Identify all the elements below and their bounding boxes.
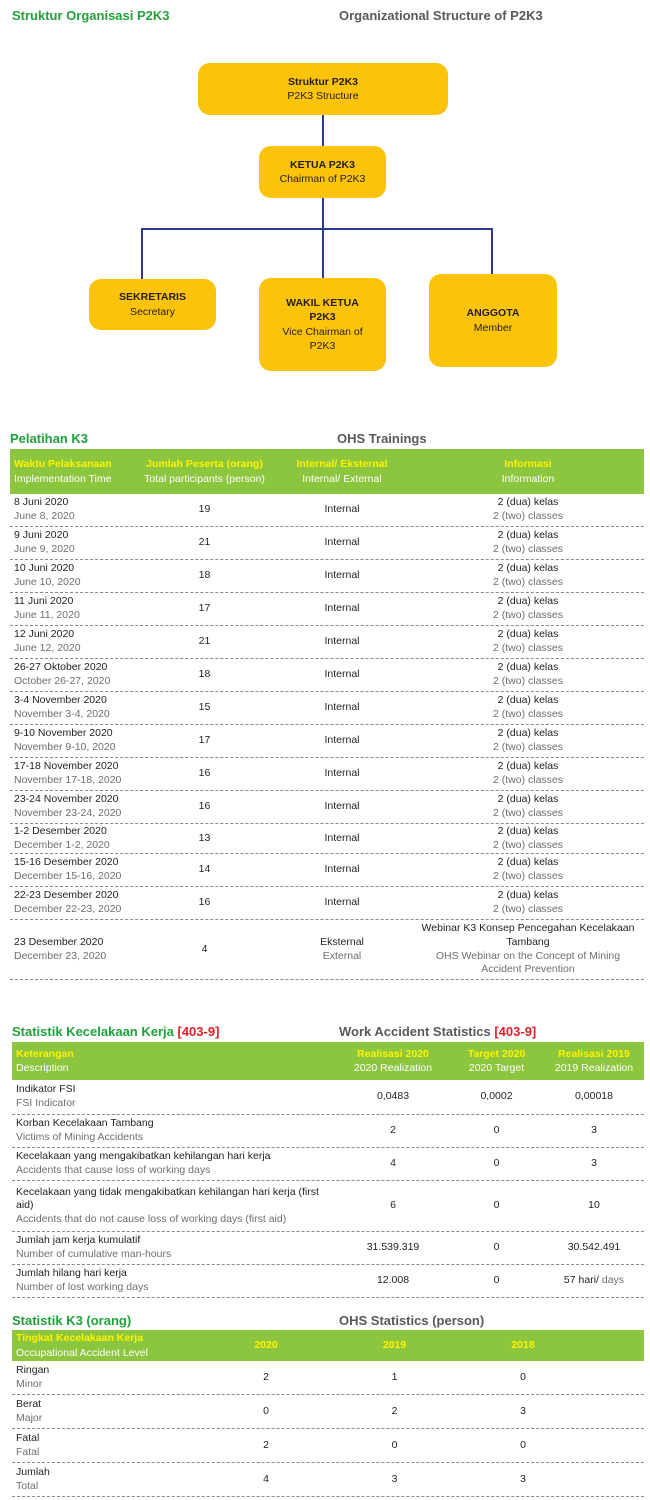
table-row (12, 1080, 644, 1115)
level-cell (12, 1432, 202, 1459)
realization-2020-cell: 0,0483 (376, 1090, 410, 1103)
table-row (12, 1395, 644, 1429)
connector-line (322, 196, 324, 278)
date-en: November 9-10, 2020 (14, 741, 116, 753)
accident-rows (12, 1080, 644, 1298)
info-en: 2 (two) classes (492, 642, 564, 654)
type-id: Internal (324, 831, 360, 844)
table-row (10, 626, 644, 659)
participants-cell: 21 (198, 635, 211, 648)
year-value-cell: 0 (520, 1438, 526, 1451)
info-id: 2 (dua) kelas (497, 856, 559, 869)
type-cell (272, 569, 412, 583)
realization-2019-value: 30.542.491 (567, 1241, 621, 1254)
accident-title-id (12, 1024, 219, 1039)
date-en: November 3-4, 2020 (14, 708, 110, 720)
col-header-en: Total participants (person) (144, 472, 265, 485)
info-en: 2 (two) classes (492, 741, 564, 753)
participants-cell: 13 (198, 831, 211, 844)
type-id: Internal (324, 635, 360, 648)
col-header-id: Realisasi 2019 (558, 1047, 630, 1060)
org-chart-section (0, 0, 650, 400)
table-row (10, 824, 644, 854)
date-en: December 1-2, 2020 (14, 838, 110, 851)
org-node-secretary (89, 279, 216, 330)
date-id: 1-2 Desember 2020 (14, 824, 107, 837)
description-cell (12, 1083, 337, 1110)
table-row (10, 791, 644, 824)
type-id: Internal (324, 668, 360, 681)
org-node-label-en: Chairman of P2K3 (279, 173, 366, 185)
org-node-member (429, 274, 557, 367)
date-id: 8 Juni 2020 (14, 496, 69, 509)
ohs-stats-title-id: Statistik K3 (orang) (12, 1313, 132, 1328)
col-header-en: Occupational Accident Level (16, 1346, 148, 1359)
info-en: 2 (two) classes (492, 609, 564, 621)
training-rows (10, 494, 644, 980)
col-header-year: 2020 (254, 1339, 278, 1352)
target-2020-cell: 0 (493, 1241, 500, 1254)
date-en: December 23, 2020 (14, 949, 107, 962)
ohs-stats-table (12, 1330, 644, 1497)
realization-2019-cell (544, 1157, 644, 1171)
level-id: Jumlah (16, 1465, 50, 1478)
level-en: Total (16, 1479, 39, 1492)
info-en: 2 (two) classes (492, 576, 564, 588)
realization-2019-unit-en: days (601, 1274, 625, 1287)
org-node-label-id: KETUA P2K3 (290, 158, 355, 171)
table-row (10, 527, 644, 560)
table-row (10, 887, 644, 920)
info-en: 2 (two) classes (492, 807, 564, 819)
date-id: 9-10 November 2020 (14, 727, 113, 740)
table-row (10, 692, 644, 725)
year-value-cell: 2 (391, 1404, 398, 1417)
date-en: June 11, 2020 (14, 609, 80, 621)
col-header-id: Keterangan (16, 1047, 74, 1060)
info-cell (412, 496, 644, 523)
participants-cell: 17 (198, 734, 211, 747)
description-en: Number of cumulative man-hours (16, 1248, 172, 1260)
date-cell (10, 628, 137, 655)
date-id: 23 Desember 2020 (14, 935, 104, 948)
level-cell (12, 1466, 202, 1493)
type-cell (272, 863, 412, 877)
org-node-label-en: Secretary (130, 305, 175, 318)
year-value-cell: 3 (520, 1404, 526, 1417)
date-en: November 23-24, 2020 (14, 807, 122, 819)
type-id: Internal (324, 734, 360, 747)
org-node-label-en: Member (473, 321, 513, 334)
date-id: 12 Juni 2020 (14, 628, 75, 641)
level-en: Major (16, 1411, 43, 1424)
description-en: Victims of Mining Accidents (16, 1131, 144, 1143)
date-en: June 12, 2020 (14, 642, 81, 654)
level-en: Minor (16, 1377, 43, 1390)
info-id: 2 (dua) kelas (497, 727, 559, 740)
accident-table-header (12, 1042, 644, 1080)
year-value-cell: 2 (263, 1370, 269, 1383)
year-value-cell: 2 (263, 1438, 269, 1451)
description-en: Accidents that do not cause loss of working days (first aid) (16, 1212, 287, 1225)
target-2020-cell: 0 (493, 1124, 500, 1137)
col-header-id: Tingkat Kecelakaan Kerja (16, 1332, 144, 1345)
target-2020-cell: 0 (493, 1199, 500, 1212)
info-en: 2 (two) classes (492, 543, 564, 555)
level-id: Fatal (16, 1431, 40, 1444)
info-en: 2 (two) classes (492, 510, 564, 522)
date-en: November 17-18, 2020 (14, 774, 122, 786)
info-id: 2 (dua) kelas (497, 661, 559, 674)
org-node-chairman (259, 146, 386, 198)
ohs-stats-rows (12, 1361, 644, 1497)
info-id: 2 (dua) kelas (497, 562, 559, 575)
year-value-cell: 3 (391, 1472, 398, 1485)
date-id: 15-16 Desember 2020 (14, 856, 119, 869)
description-id: Kecelakaan yang tidak mengakibatkan kehilangan hari kerja (first aid) (16, 1185, 319, 1212)
description-cell (12, 1267, 337, 1294)
org-title-id: Struktur Organisasi P2K3 (12, 8, 170, 23)
type-cell (272, 635, 412, 649)
type-cell (272, 936, 412, 963)
type-cell (272, 734, 412, 748)
description-id: Jumlah hilang hari kerja (16, 1267, 127, 1280)
date-id: 22-23 Desember 2020 (14, 889, 119, 902)
info-en: 2 (two) classes (492, 675, 564, 687)
participants-cell: 19 (198, 503, 211, 516)
type-cell (272, 602, 412, 616)
realization-2019-value: 3 (591, 1157, 597, 1170)
participants-cell: 18 (198, 668, 211, 681)
col-header-id: Target 2020 (467, 1047, 526, 1060)
year-value-cell: 4 (263, 1472, 269, 1485)
level-id: Ringan (16, 1363, 50, 1376)
type-cell (272, 832, 412, 846)
description-cell (12, 1117, 337, 1144)
ohs-stats-table-header (12, 1330, 644, 1361)
level-cell (12, 1364, 202, 1391)
org-node-label-id: SEKRETARIS (119, 291, 186, 304)
description-en: FSI Indicator (16, 1097, 76, 1109)
info-cell (412, 825, 644, 852)
year-value-cell: 0 (520, 1370, 526, 1383)
description-cell (12, 1186, 337, 1227)
info-cell (412, 694, 644, 721)
description-cell (12, 1150, 337, 1177)
table-row (10, 854, 644, 887)
type-cell (272, 800, 412, 814)
type-id: Internal (324, 767, 360, 780)
realization-2019-value: 57 hari/ (563, 1274, 599, 1287)
type-id: Internal (324, 569, 360, 582)
realization-2019-cell (544, 1274, 644, 1288)
accident-title-en-text: Work Accident Statistics (339, 1024, 491, 1039)
col-header-year: 2019 (382, 1339, 407, 1352)
type-cell (272, 896, 412, 910)
date-id: 10 Juni 2020 (14, 562, 75, 575)
type-id: Internal (324, 536, 360, 549)
connector-line (141, 228, 493, 230)
info-id: 2 (dua) kelas (497, 496, 559, 509)
realization-2020-cell: 6 (390, 1199, 396, 1212)
type-cell (272, 701, 412, 715)
date-en: June 9, 2020 (14, 543, 75, 555)
realization-2019-cell (544, 1241, 644, 1255)
table-row (12, 1232, 644, 1265)
accident-title-en (339, 1024, 536, 1039)
participants-cell: 16 (198, 767, 211, 780)
col-header-id: Realisasi 2020 (357, 1047, 429, 1060)
col-header-id: Internal/ Eksternal (296, 458, 388, 471)
date-id: 3-4 November 2020 (14, 694, 107, 707)
info-cell (412, 793, 644, 820)
date-en: December 22-23, 2020 (14, 903, 122, 915)
date-cell (10, 856, 137, 883)
date-en: October 26-27, 2020 (14, 675, 111, 687)
participants-cell: 21 (198, 536, 211, 549)
date-cell (10, 889, 137, 916)
accident-table (12, 1042, 644, 1298)
realization-2019-cell (544, 1199, 644, 1213)
level-cell (12, 1398, 202, 1425)
col-header-year: 2018 (511, 1339, 535, 1352)
table-row (12, 1265, 644, 1298)
type-id: Internal (324, 863, 360, 876)
info-cell (412, 856, 644, 883)
col-header-en: 2020 Target (468, 1062, 525, 1074)
org-node-label-id: ANGGOTA (466, 307, 520, 320)
date-id: 11 Juni 2020 (14, 595, 74, 608)
date-cell (10, 661, 137, 688)
realization-2020-cell: 12.008 (376, 1274, 410, 1287)
table-row (10, 494, 644, 527)
participants-cell: 15 (198, 701, 211, 714)
ohs-stats-title-en: OHS Statistics (person) (339, 1313, 485, 1328)
info-id: Webinar K3 Konsep Pencegahan Kecelakaan Tambang (421, 922, 635, 948)
date-cell (10, 825, 137, 852)
org-node-label-id: Struktur P2K3 (287, 75, 359, 88)
description-en: Accidents that cause loss of working days (16, 1164, 211, 1176)
info-en: 2 (two) classes (492, 708, 564, 720)
col-header-id: Informasi (504, 458, 552, 471)
type-id: Internal (324, 800, 360, 813)
info-cell (412, 529, 644, 556)
connector-line (322, 114, 324, 148)
date-cell (10, 562, 137, 589)
org-node-label-id: WAKIL KETUA P2K3 (286, 297, 359, 324)
realization-2019-value: 0,00018 (575, 1090, 613, 1103)
table-row (12, 1361, 644, 1395)
info-id: 2 (dua) kelas (497, 529, 559, 542)
type-cell (272, 668, 412, 682)
realization-2020-cell: 4 (390, 1157, 396, 1170)
table-row (12, 1181, 644, 1232)
realization-2019-value: 3 (591, 1124, 597, 1137)
date-cell (10, 727, 137, 754)
date-en: June 8, 2020 (14, 510, 75, 522)
col-header-id: Waktu Pelaksanaan (14, 458, 112, 471)
training-table-header (10, 449, 644, 494)
info-en: 2 (two) classes (492, 838, 564, 851)
type-cell (272, 503, 412, 517)
table-row (10, 659, 644, 692)
year-value-cell: 3 (520, 1472, 526, 1485)
accident-ref: [403-9] (177, 1024, 220, 1039)
org-node-label-en: Vice Chairman of P2K3 (282, 325, 363, 352)
table-row (12, 1429, 644, 1463)
info-id: 2 (dua) kelas (497, 595, 559, 608)
table-row (10, 593, 644, 626)
info-cell (412, 889, 644, 916)
type-cell (272, 536, 412, 550)
participants-cell: 17 (198, 602, 211, 615)
table-row (12, 1463, 644, 1497)
year-value-cell: 1 (391, 1370, 398, 1383)
info-id: 2 (dua) kelas (497, 760, 559, 773)
description-en: Number of lost working days (16, 1281, 149, 1293)
level-en: Fatal (16, 1445, 40, 1458)
info-id: 2 (dua) kelas (497, 628, 559, 641)
info-cell (412, 628, 644, 655)
training-title-en: OHS Trainings (337, 431, 427, 446)
target-2020-cell: 0 (493, 1157, 500, 1170)
table-row (12, 1115, 644, 1148)
description-id: Korban Kecelakaan Tambang (16, 1117, 154, 1130)
date-cell (10, 496, 137, 523)
date-cell (10, 595, 137, 622)
info-en: OHS Webinar on the Concept of Mining Accident Prevention (435, 949, 621, 976)
participants-cell: 16 (198, 800, 211, 813)
date-cell (10, 760, 137, 787)
col-header-en: Implementation Time (14, 472, 112, 485)
info-cell (412, 922, 644, 977)
type-id: Internal (324, 896, 360, 909)
type-id: Internal (324, 602, 360, 615)
info-en: 2 (two) classes (492, 870, 564, 882)
realization-2020-cell: 31.539.319 (366, 1241, 420, 1254)
date-en: December 15-16, 2020 (14, 870, 122, 882)
info-id: 2 (dua) kelas (497, 824, 559, 837)
info-cell (412, 760, 644, 787)
org-node-label-en: P2K3 Structure (287, 90, 359, 102)
info-en: 2 (two) classes (492, 774, 564, 786)
level-id: Berat (16, 1397, 42, 1410)
target-2020-cell: 0 (493, 1274, 500, 1287)
connector-line (141, 228, 143, 280)
type-id: Internal (324, 503, 360, 516)
training-table (10, 449, 644, 980)
info-cell (412, 595, 644, 622)
date-cell (10, 936, 137, 963)
org-title-en: Organizational Structure of P2K3 (339, 8, 543, 23)
type-cell (272, 767, 412, 781)
accident-ref-en: [403-9] (494, 1024, 537, 1039)
table-row (12, 1148, 644, 1181)
realization-2019-cell (544, 1090, 644, 1104)
date-cell (10, 793, 137, 820)
realization-2019-value: 10 (588, 1199, 600, 1212)
info-cell (412, 661, 644, 688)
participants-cell: 4 (201, 942, 208, 955)
date-id: 17-18 November 2020 (14, 760, 119, 773)
description-id: Jumlah jam kerja kumulatif (16, 1234, 141, 1247)
date-id: 9 Juni 2020 (14, 529, 69, 542)
training-title-id: Pelatihan K3 (10, 431, 89, 446)
type-id: Eksternal (320, 935, 364, 948)
info-en: 2 (two) classes (492, 903, 564, 915)
year-value-cell: 0 (263, 1404, 269, 1417)
info-id: 2 (dua) kelas (497, 694, 559, 707)
accident-title-text: Statistik Kecelakaan Kerja (12, 1024, 174, 1039)
year-value-cell: 0 (391, 1438, 398, 1451)
col-header-id: Jumlah Peserta (orang) (146, 458, 263, 471)
col-header-en: 2019 Realization (554, 1062, 634, 1074)
date-id: 26-27 Oktober 2020 (14, 661, 108, 674)
date-cell (10, 694, 137, 721)
date-id: 23-24 November 2020 (14, 793, 119, 806)
col-header-en: Internal/ External (302, 472, 382, 485)
table-row (10, 758, 644, 791)
table-row (10, 920, 644, 980)
info-cell (412, 562, 644, 589)
org-node-structure (198, 63, 448, 115)
table-row (10, 560, 644, 593)
description-id: Indikator FSI (16, 1083, 76, 1096)
connector-line (491, 228, 493, 274)
type-en: External (322, 949, 362, 962)
table-row (10, 725, 644, 758)
type-id: Internal (324, 701, 360, 714)
description-cell (12, 1234, 337, 1261)
info-cell (412, 727, 644, 754)
date-en: June 10, 2020 (14, 576, 81, 588)
info-id: 2 (dua) kelas (497, 793, 559, 806)
target-2020-cell: 0,0002 (480, 1090, 513, 1103)
participants-cell: 16 (198, 896, 211, 909)
col-header-en: Description (16, 1062, 69, 1074)
col-header-en: Information (501, 472, 555, 485)
participants-cell: 18 (198, 569, 211, 582)
org-node-vice-chairman (259, 278, 386, 371)
col-header-en: 2020 Realization (353, 1062, 433, 1074)
info-id: 2 (dua) kelas (497, 889, 559, 902)
date-cell (10, 529, 137, 556)
description-id: Kecelakaan yang mengakibatkan kehilangan hari kerja (16, 1150, 271, 1163)
realization-2019-cell (544, 1124, 644, 1138)
realization-2020-cell: 2 (390, 1124, 396, 1137)
participants-cell: 14 (198, 863, 211, 876)
